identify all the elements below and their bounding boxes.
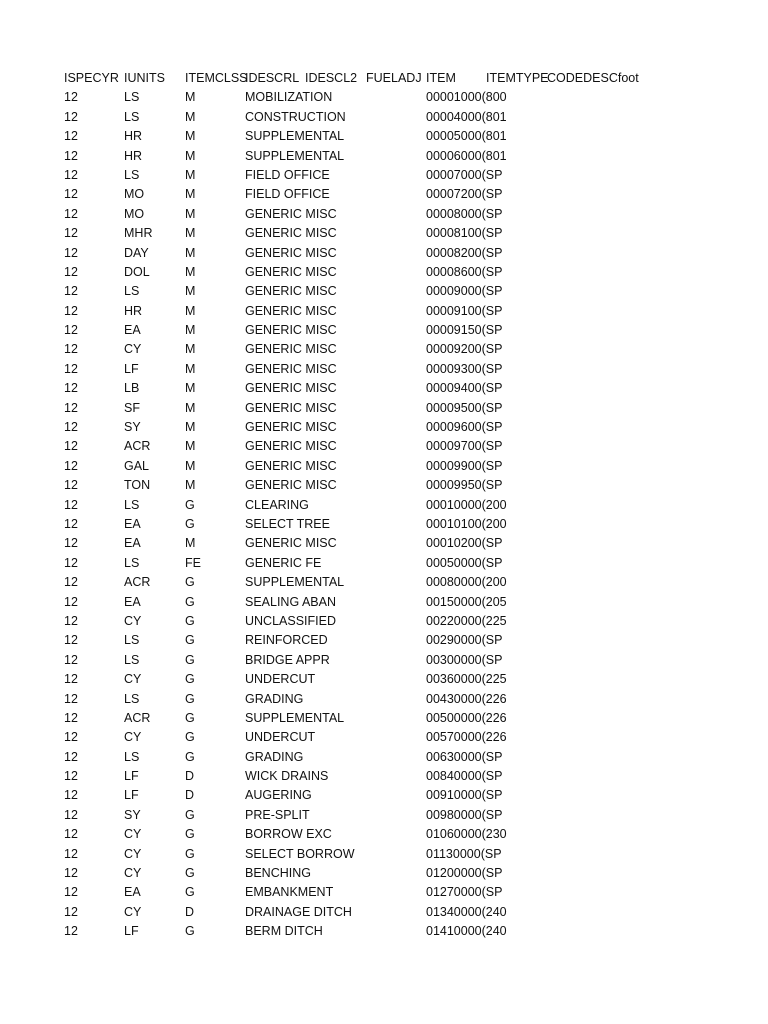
header-itemclss[interactable]: ITEMCLSS xyxy=(185,71,248,85)
cell-idescrl[interactable]: UNCLASSIFIED xyxy=(245,613,336,628)
cell-item[interactable]: 01130000(SP xyxy=(426,846,502,861)
cell-iunits[interactable]: SF xyxy=(124,400,140,415)
cell-iunits[interactable]: LS xyxy=(124,497,140,512)
cell-ispecyr[interactable]: 12 xyxy=(64,613,78,628)
cell-itemclss[interactable]: D xyxy=(185,904,195,919)
cell-iunits[interactable]: MO xyxy=(124,206,145,221)
cell-itemclss[interactable]: M xyxy=(185,420,196,435)
cell-idescrl[interactable]: EMBANKMENT xyxy=(245,885,334,900)
cell-item[interactable]: 00080000(200 xyxy=(426,575,507,590)
cell-ispecyr[interactable]: 12 xyxy=(64,827,78,842)
cell-item[interactable]: 00500000(226 xyxy=(426,710,507,725)
table-row xyxy=(64,437,704,456)
cell-idescrl[interactable]: GENERIC MISC xyxy=(245,284,337,299)
cell-idescrl[interactable]: GENERIC MISC xyxy=(245,420,337,435)
table-row xyxy=(64,534,704,553)
cell-itemclss[interactable]: M xyxy=(185,264,196,279)
cell-idescrl[interactable]: GENERIC MISC xyxy=(245,323,337,338)
table-row xyxy=(64,476,704,495)
cell-item[interactable]: 00009500(SP xyxy=(426,400,503,415)
cell-iunits[interactable]: HR xyxy=(124,129,143,144)
cell-itemclss[interactable]: G xyxy=(185,691,195,706)
header-codedesc[interactable]: CODEDESCfoot xyxy=(547,71,639,85)
cell-ispecyr[interactable]: 12 xyxy=(64,303,78,318)
cell-itemclss[interactable]: M xyxy=(185,284,196,299)
cell-ispecyr[interactable]: 12 xyxy=(64,129,78,144)
table-row xyxy=(64,185,704,204)
cell-idescrl[interactable]: REINFORCED xyxy=(245,633,328,648)
cell-idescrl[interactable]: GENERIC MISC xyxy=(245,381,337,396)
cell-ispecyr[interactable]: 12 xyxy=(64,478,78,493)
cell-itemclss[interactable]: M xyxy=(185,109,196,124)
cell-iunits[interactable]: LF xyxy=(124,924,139,939)
cell-ispecyr[interactable]: 12 xyxy=(64,710,78,725)
cell-iunits[interactable]: MHR xyxy=(124,226,153,241)
cell-item[interactable]: 00840000(SP xyxy=(426,769,503,784)
cell-ispecyr[interactable]: 12 xyxy=(64,807,78,822)
cell-idescrl[interactable]: CLEARING xyxy=(245,497,309,512)
cell-itemclss[interactable]: M xyxy=(185,381,196,396)
table-row xyxy=(64,612,704,631)
cell-ispecyr[interactable]: 12 xyxy=(64,342,78,357)
cell-ispecyr[interactable]: 12 xyxy=(64,245,78,260)
cell-ispecyr[interactable]: 12 xyxy=(64,691,78,706)
cell-itemclss[interactable]: D xyxy=(185,788,195,803)
table-row xyxy=(64,845,704,864)
cell-idescrl[interactable]: AUGERING xyxy=(245,788,312,803)
spreadsheet-grid xyxy=(64,69,704,942)
cell-iunits[interactable]: LF xyxy=(124,769,139,784)
cell-ispecyr[interactable]: 12 xyxy=(64,749,78,764)
cell-iunits[interactable]: CY xyxy=(124,342,142,357)
cell-idescrl[interactable]: SELECT BORROW xyxy=(245,846,355,861)
cell-item[interactable]: 00220000(225 xyxy=(426,613,507,628)
cell-iunits[interactable]: CY xyxy=(124,730,142,745)
table-row xyxy=(64,728,704,747)
data-rows xyxy=(64,88,704,941)
cell-iunits[interactable]: LB xyxy=(124,381,140,396)
table-row xyxy=(64,631,704,650)
cell-idescrl[interactable]: SEALING ABAN xyxy=(245,594,337,609)
cell-idescrl[interactable]: GENERIC MISC xyxy=(245,206,337,221)
cell-item[interactable]: 00009700(SP xyxy=(426,439,503,454)
cell-item[interactable]: 00630000(SP xyxy=(426,749,503,764)
cell-iunits[interactable]: CY xyxy=(124,904,142,919)
cell-idescrl[interactable]: GRADING xyxy=(245,749,304,764)
table-row xyxy=(64,690,704,709)
cell-item[interactable]: 00009900(SP xyxy=(426,458,503,473)
cell-itemclss[interactable]: M xyxy=(185,342,196,357)
cell-ispecyr[interactable]: 12 xyxy=(64,206,78,221)
cell-ispecyr[interactable]: 12 xyxy=(64,536,78,551)
cell-item[interactable]: 00006000(801 xyxy=(426,148,507,163)
cell-ispecyr[interactable]: 12 xyxy=(64,769,78,784)
cell-itemclss[interactable]: M xyxy=(185,90,196,105)
cell-iunits[interactable]: DOL xyxy=(124,264,150,279)
cell-itemclss[interactable]: G xyxy=(185,749,195,764)
cell-itemclss[interactable]: G xyxy=(185,730,195,745)
cell-iunits[interactable]: TON xyxy=(124,478,151,493)
cell-idescrl[interactable]: FIELD OFFICE xyxy=(245,187,330,202)
cell-iunits[interactable]: DAY xyxy=(124,245,149,260)
cell-itemclss[interactable]: M xyxy=(185,323,196,338)
cell-itemclss[interactable]: M xyxy=(185,187,196,202)
table-row xyxy=(64,282,704,301)
cell-idescrl[interactable]: SUPPLEMENTAL xyxy=(245,129,345,144)
cell-ispecyr[interactable]: 12 xyxy=(64,148,78,163)
table-row xyxy=(64,806,704,825)
cell-item[interactable]: 00430000(226 xyxy=(426,691,507,706)
cell-ispecyr[interactable]: 12 xyxy=(64,924,78,939)
cell-ispecyr[interactable]: 12 xyxy=(64,458,78,473)
table-row xyxy=(64,127,704,146)
cell-item[interactable]: 00570000(226 xyxy=(426,730,507,745)
cell-item[interactable]: 00008200(SP xyxy=(426,245,503,260)
cell-iunits[interactable]: EA xyxy=(124,323,141,338)
cell-ispecyr[interactable]: 12 xyxy=(64,109,78,124)
cell-ispecyr[interactable]: 12 xyxy=(64,516,78,531)
cell-itemclss[interactable]: G xyxy=(185,497,195,512)
cell-item[interactable]: 01270000(SP xyxy=(426,885,503,900)
cell-itemclss[interactable]: M xyxy=(185,439,196,454)
header-idescl2[interactable]: IDESCL2 xyxy=(305,71,358,85)
cell-item[interactable]: 00290000(SP xyxy=(426,633,503,648)
cell-ispecyr[interactable]: 12 xyxy=(64,788,78,803)
header-fueladj[interactable]: FUELADJ xyxy=(366,71,422,85)
cell-itemclss[interactable]: M xyxy=(185,148,196,163)
table-row xyxy=(64,767,704,786)
cell-ispecyr[interactable]: 12 xyxy=(64,730,78,745)
cell-iunits[interactable]: EA xyxy=(124,594,141,609)
cell-item[interactable]: 00010100(200 xyxy=(426,516,507,531)
cell-ispecyr[interactable]: 12 xyxy=(64,226,78,241)
table-row xyxy=(64,883,704,902)
cell-idescrl[interactable]: GENERIC MISC xyxy=(245,458,337,473)
cell-item[interactable]: 00150000(205 xyxy=(426,594,507,609)
cell-idescrl[interactable]: UNDERCUT xyxy=(245,672,316,687)
cell-idescrl[interactable]: CONSTRUCTION xyxy=(245,109,346,124)
cell-itemclss[interactable]: M xyxy=(185,303,196,318)
table-row xyxy=(64,922,704,941)
cell-item[interactable]: 01200000(SP xyxy=(426,866,503,881)
cell-item[interactable]: 00001000(800 xyxy=(426,90,507,105)
cell-itemclss[interactable]: G xyxy=(185,710,195,725)
cell-iunits[interactable]: MO xyxy=(124,187,145,202)
cell-ispecyr[interactable]: 12 xyxy=(64,284,78,299)
cell-idescrl[interactable]: BERM DITCH xyxy=(245,924,323,939)
cell-iunits[interactable]: LS xyxy=(124,284,140,299)
cell-iunits[interactable]: CY xyxy=(124,672,142,687)
cell-iunits[interactable]: CY xyxy=(124,846,142,861)
table-row xyxy=(64,379,704,398)
cell-itemclss[interactable]: M xyxy=(185,400,196,415)
cell-ispecyr[interactable]: 12 xyxy=(64,866,78,881)
header-itemtype[interactable]: ITEMTYPE xyxy=(486,71,549,85)
cell-iunits[interactable]: ACR xyxy=(124,439,151,454)
cell-item[interactable]: 00004000(801 xyxy=(426,109,507,124)
table-row xyxy=(64,554,704,573)
cell-itemclss[interactable]: G xyxy=(185,633,195,648)
cell-item[interactable]: 00005000(801 xyxy=(426,129,507,144)
table-row xyxy=(64,748,704,767)
cell-idescrl[interactable]: UNDERCUT xyxy=(245,730,316,745)
table-row xyxy=(64,360,704,379)
cell-iunits[interactable]: HR xyxy=(124,303,143,318)
cell-item[interactable]: 01340000(240 xyxy=(426,904,507,919)
cell-ispecyr[interactable]: 12 xyxy=(64,187,78,202)
cell-iunits[interactable]: ACR xyxy=(124,710,151,725)
cell-ispecyr[interactable]: 12 xyxy=(64,439,78,454)
cell-iunits[interactable]: LS xyxy=(124,555,140,570)
cell-idescrl[interactable]: PRE-SPLIT xyxy=(245,807,310,822)
cell-item[interactable]: 00010200(SP xyxy=(426,536,503,551)
table-row xyxy=(64,302,704,321)
cell-idescrl[interactable]: GENERIC MISC xyxy=(245,303,337,318)
cell-item[interactable]: 00009100(SP xyxy=(426,303,503,318)
cell-ispecyr[interactable]: 12 xyxy=(64,846,78,861)
cell-idescrl[interactable]: GENERIC MISC xyxy=(245,264,337,279)
cell-ispecyr[interactable]: 12 xyxy=(64,167,78,182)
cell-ispecyr[interactable]: 12 xyxy=(64,555,78,570)
cell-itemclss[interactable]: M xyxy=(185,536,196,551)
cell-idescrl[interactable]: SUPPLEMENTAL xyxy=(245,148,345,163)
cell-idescrl[interactable]: MOBILIZATION xyxy=(245,90,333,105)
cell-item[interactable]: 00009000(SP xyxy=(426,284,503,299)
cell-iunits[interactable]: LF xyxy=(124,361,139,376)
cell-iunits[interactable]: LS xyxy=(124,652,140,667)
cell-iunits[interactable]: EA xyxy=(124,885,141,900)
table-row xyxy=(64,418,704,437)
cell-item[interactable]: 00009600(SP xyxy=(426,420,503,435)
table-row xyxy=(64,108,704,127)
cell-itemclss[interactable]: M xyxy=(185,226,196,241)
cell-iunits[interactable]: EA xyxy=(124,516,141,531)
cell-item[interactable]: 00009150(SP xyxy=(426,323,503,338)
table-row xyxy=(64,903,704,922)
cell-ispecyr[interactable]: 12 xyxy=(64,381,78,396)
cell-item[interactable]: 00009200(SP xyxy=(426,342,503,357)
cell-item[interactable]: 00008000(SP xyxy=(426,206,503,221)
cell-itemclss[interactable]: M xyxy=(185,458,196,473)
cell-iunits[interactable]: HR xyxy=(124,148,143,163)
cell-idescrl[interactable]: GENERIC MISC xyxy=(245,342,337,357)
cell-idescrl[interactable]: BORROW EXC xyxy=(245,827,332,842)
cell-idescrl[interactable]: SUPPLEMENTAL xyxy=(245,575,345,590)
header-iunits[interactable]: IUNITS xyxy=(124,71,165,85)
cell-item[interactable]: 00009400(SP xyxy=(426,381,503,396)
cell-iunits[interactable]: LS xyxy=(124,109,140,124)
table-row xyxy=(64,709,704,728)
table-row xyxy=(64,457,704,476)
cell-ispecyr[interactable]: 12 xyxy=(64,652,78,667)
cell-idescrl[interactable]: SUPPLEMENTAL xyxy=(245,710,345,725)
cell-ispecyr[interactable]: 12 xyxy=(64,594,78,609)
cell-ispecyr[interactable]: 12 xyxy=(64,633,78,648)
cell-itemclss[interactable]: G xyxy=(185,594,195,609)
table-row xyxy=(64,670,704,689)
cell-iunits[interactable]: ACR xyxy=(124,575,151,590)
cell-idescrl[interactable]: GENERIC MISC xyxy=(245,400,337,415)
cell-ispecyr[interactable]: 12 xyxy=(64,497,78,512)
cell-itemclss[interactable]: M xyxy=(185,167,196,182)
cell-item[interactable]: 00980000(SP xyxy=(426,807,503,822)
cell-item[interactable]: 00300000(SP xyxy=(426,652,503,667)
cell-item[interactable]: 00009300(SP xyxy=(426,361,503,376)
cell-item[interactable]: 00008100(SP xyxy=(426,226,503,241)
table-row xyxy=(64,205,704,224)
cell-item[interactable]: 00910000(SP xyxy=(426,788,503,803)
cell-idescrl[interactable]: WICK DRAINS xyxy=(245,769,329,784)
table-row xyxy=(64,224,704,243)
cell-idescrl[interactable]: SELECT TREE xyxy=(245,516,330,531)
table-row xyxy=(64,786,704,805)
cell-itemclss[interactable]: G xyxy=(185,807,195,822)
cell-ispecyr[interactable]: 12 xyxy=(64,90,78,105)
table-row xyxy=(64,573,704,592)
cell-itemclss[interactable]: G xyxy=(185,516,195,531)
table-row xyxy=(64,340,704,359)
cell-itemclss[interactable]: G xyxy=(185,652,195,667)
cell-iunits[interactable]: SY xyxy=(124,807,141,822)
cell-iunits[interactable]: LS xyxy=(124,749,140,764)
table-row xyxy=(64,88,704,107)
table-row xyxy=(64,166,704,185)
cell-idescrl[interactable]: BENCHING xyxy=(245,866,311,881)
cell-iunits[interactable]: LS xyxy=(124,167,140,182)
cell-item[interactable]: 00008600(SP xyxy=(426,264,503,279)
table-row xyxy=(64,825,704,844)
cell-iunits[interactable]: CY xyxy=(124,613,142,628)
cell-ispecyr[interactable]: 12 xyxy=(64,672,78,687)
cell-idescrl[interactable]: BRIDGE APPR xyxy=(245,652,330,667)
cell-ispecyr[interactable]: 12 xyxy=(64,361,78,376)
table-row xyxy=(64,263,704,282)
table-row xyxy=(64,321,704,340)
cell-itemclss[interactable]: M xyxy=(185,129,196,144)
cell-idescrl[interactable]: GENERIC FE xyxy=(245,555,322,570)
cell-item[interactable]: 01060000(230 xyxy=(426,827,507,842)
cell-itemclss[interactable]: G xyxy=(185,885,195,900)
cell-idescrl[interactable]: GRADING xyxy=(245,691,304,706)
table-row xyxy=(64,147,704,166)
cell-itemclss[interactable]: G xyxy=(185,846,195,861)
cell-idescrl[interactable]: GENERIC MISC xyxy=(245,245,337,260)
cell-iunits[interactable]: LF xyxy=(124,788,139,803)
cell-idescrl[interactable]: DRAINAGE DITCH xyxy=(245,904,352,919)
cell-iunits[interactable]: LS xyxy=(124,90,140,105)
cell-iunits[interactable]: CY xyxy=(124,827,142,842)
cell-idescrl[interactable]: GENERIC MISC xyxy=(245,536,337,551)
cell-itemclss[interactable]: G xyxy=(185,575,195,590)
header-item[interactable]: ITEM xyxy=(426,71,456,85)
cell-idescrl[interactable]: GENERIC MISC xyxy=(245,439,337,454)
cell-itemclss[interactable]: G xyxy=(185,924,195,939)
cell-itemclss[interactable]: M xyxy=(185,245,196,260)
cell-iunits[interactable]: EA xyxy=(124,536,141,551)
table-row xyxy=(64,399,704,418)
table-row xyxy=(64,651,704,670)
cell-item[interactable]: 00050000(SP xyxy=(426,555,503,570)
cell-itemclss[interactable]: G xyxy=(185,672,195,687)
cell-item[interactable]: 00009950(SP xyxy=(426,478,503,493)
cell-iunits[interactable]: LS xyxy=(124,691,140,706)
table-row xyxy=(64,593,704,612)
cell-iunits[interactable]: LS xyxy=(124,633,140,648)
cell-ispecyr[interactable]: 12 xyxy=(64,400,78,415)
header-idescrl[interactable]: IDESCRL xyxy=(245,71,300,85)
table-row xyxy=(64,244,704,263)
cell-itemclss[interactable]: G xyxy=(185,613,195,628)
cell-ispecyr[interactable]: 12 xyxy=(64,904,78,919)
cell-idescrl[interactable]: GENERIC MISC xyxy=(245,226,337,241)
cell-itemclss[interactable]: M xyxy=(185,478,196,493)
cell-itemclss[interactable]: G xyxy=(185,827,195,842)
cell-item[interactable]: 00007200(SP xyxy=(426,187,503,202)
cell-itemclss[interactable]: D xyxy=(185,769,195,784)
cell-ispecyr[interactable]: 12 xyxy=(64,264,78,279)
cell-item[interactable]: 00010000(200 xyxy=(426,497,507,512)
cell-ispecyr[interactable]: 12 xyxy=(64,575,78,590)
cell-ispecyr[interactable]: 12 xyxy=(64,420,78,435)
cell-iunits[interactable]: CY xyxy=(124,866,142,881)
cell-itemclss[interactable]: M xyxy=(185,361,196,376)
table-row xyxy=(64,864,704,883)
cell-idescrl[interactable]: GENERIC MISC xyxy=(245,478,337,493)
cell-iunits[interactable]: GAL xyxy=(124,458,150,473)
header-row xyxy=(64,69,704,88)
cell-itemclss[interactable]: FE xyxy=(185,555,201,570)
cell-item[interactable]: 00360000(225 xyxy=(426,672,507,687)
cell-item[interactable]: 00007000(SP xyxy=(426,167,503,182)
cell-ispecyr[interactable]: 12 xyxy=(64,323,78,338)
cell-idescrl[interactable]: GENERIC MISC xyxy=(245,361,337,376)
cell-itemclss[interactable]: M xyxy=(185,206,196,221)
header-ispecyr[interactable]: ISPECYR xyxy=(64,71,119,85)
cell-iunits[interactable]: SY xyxy=(124,420,141,435)
table-row xyxy=(64,515,704,534)
cell-idescrl[interactable]: FIELD OFFICE xyxy=(245,167,330,182)
cell-ispecyr[interactable]: 12 xyxy=(64,885,78,900)
cell-item[interactable]: 01410000(240 xyxy=(426,924,507,939)
cell-itemclss[interactable]: G xyxy=(185,866,195,881)
table-row xyxy=(64,496,704,515)
